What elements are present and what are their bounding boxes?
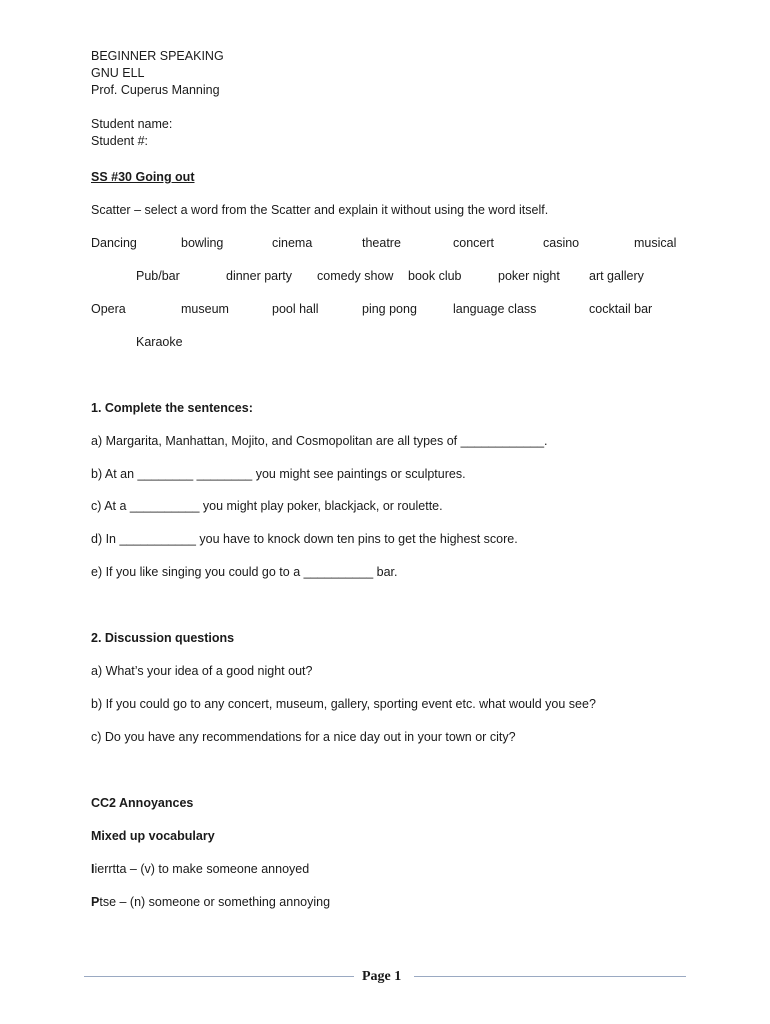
scatter-word: book club <box>408 269 462 283</box>
scatter-word: dinner party <box>226 269 293 283</box>
section-title-complete: 1. Complete the sentences: <box>91 401 253 415</box>
scatter-word: Opera <box>91 302 126 316</box>
footer-rule-right <box>414 976 686 977</box>
scatter-word: theatre <box>362 236 401 250</box>
footer-rule-left <box>84 976 354 977</box>
scatter-word: poker night <box>498 269 560 283</box>
course-title: BEGINNER SPEAKING <box>91 49 224 63</box>
sentence-item: b) At an ________ ________ you might see paintings or sculptures. <box>91 467 466 481</box>
student-number-label: Student #: <box>91 134 148 148</box>
vocab-item <box>91 861 309 877</box>
scatter-word: concert <box>453 236 494 250</box>
scatter-word: comedy show <box>317 269 394 283</box>
scatter-word: cocktail bar <box>589 302 653 316</box>
sentence-item: c) At a __________ you might play poker, blackjack, or roulette. <box>91 499 443 513</box>
scatter-word: musical <box>634 236 677 250</box>
scatter-word: cinema <box>272 236 313 250</box>
sentence-item: d) In ___________ you have to knock down ten pins to get the highest score. <box>91 532 518 546</box>
section-title-annoyances: CC2 Annoyances <box>91 796 194 810</box>
sentence-item: e) If you like singing you could go to a __________ bar. <box>91 565 398 579</box>
scatter-word: museum <box>181 302 229 316</box>
vocab-first-letter: I <box>91 862 95 876</box>
program-name: GNU ELL <box>91 66 145 80</box>
discussion-question: a) What’s your idea of a good night out? <box>91 664 313 678</box>
vocab-rest: tse – (n) someone or something annoying <box>99 895 331 909</box>
discussion-question: b) If you could go to any concert, museum, gallery, sporting event etc. what would you see? <box>91 697 596 711</box>
student-name-label: Student name: <box>91 117 173 131</box>
scatter-word: Karaoke <box>136 335 183 349</box>
page-number: Page 1 <box>362 969 402 984</box>
section-title-going-out: SS #30 Going out <box>91 170 195 184</box>
sentence-item: a) Margarita, Manhattan, Mojito, and Cosmopolitan are all types of ____________. <box>91 434 548 448</box>
scatter-word: art gallery <box>589 269 644 283</box>
scatter-instruction: Scatter – select a word from the Scatter and explain it without using the word itself. <box>91 203 549 217</box>
scatter-word: bowling <box>181 236 224 250</box>
vocab-item <box>91 894 330 910</box>
scatter-word: pool hall <box>272 302 319 316</box>
professor-name: Prof. Cuperus Manning <box>91 83 220 97</box>
scatter-word: Dancing <box>91 236 137 250</box>
scatter-word: language class <box>453 302 537 316</box>
scatter-word: casino <box>543 236 580 250</box>
discussion-question: c) Do you have any recommendations for a nice day out in your town or city? <box>91 730 516 744</box>
mixed-vocab-subtitle: Mixed up vocabulary <box>91 829 215 843</box>
section-title-discussion: 2. Discussion questions <box>91 631 235 645</box>
vocab-rest: ierrtta – (v) to make someone annoyed <box>94 862 310 876</box>
scatter-word: Pub/bar <box>136 269 180 283</box>
scatter-word: ping pong <box>362 302 417 316</box>
vocab-first-letter: P <box>91 895 100 909</box>
